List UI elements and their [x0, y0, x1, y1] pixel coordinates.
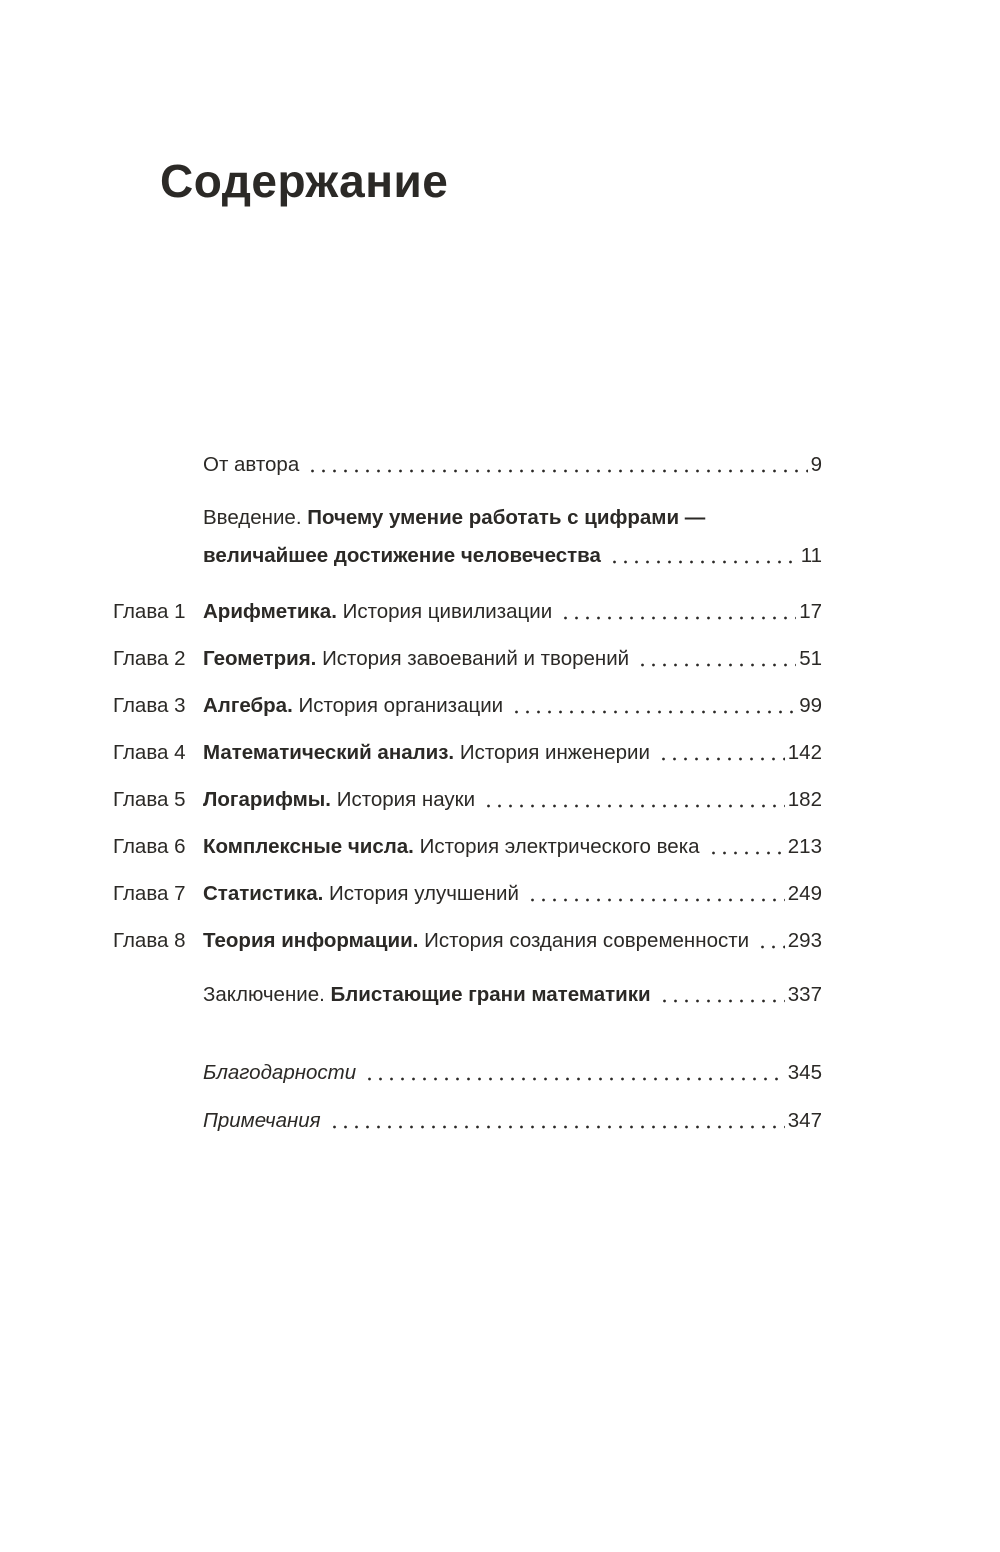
- toc-entry-text: [203, 787, 822, 812]
- toc-chapter-label: Глава 7: [113, 882, 186, 905]
- toc-entry: [113, 1108, 822, 1133]
- toc-text-segment: История создания современности: [418, 929, 750, 952]
- toc-entry-line: [203, 982, 822, 1007]
- toc-chapter-label: Глава 4: [113, 741, 186, 764]
- dot-leader: [657, 982, 785, 1007]
- toc-page-number: 99: [799, 694, 822, 717]
- toc-page-number: 182: [787, 788, 822, 811]
- toc-entry-text: [203, 693, 822, 718]
- toc-text-segment: История цивилизации: [336, 600, 553, 623]
- toc-entry: [113, 928, 822, 953]
- toc-section-front-matter: [113, 452, 822, 477]
- toc-page-number: 213: [787, 835, 822, 858]
- toc-text-segment: История инженерии: [454, 741, 650, 764]
- toc-chapter-label: Глава 5: [113, 788, 186, 811]
- toc-entry-text: [203, 646, 822, 671]
- toc-text-segment: Блистающие грани математики: [330, 983, 651, 1006]
- page-title: Содержание: [160, 155, 449, 207]
- toc-text-segment: Примечания: [203, 1109, 321, 1132]
- toc-entry: [113, 452, 822, 477]
- toc-entry-line: [203, 1108, 822, 1133]
- toc-entry-line: [203, 1060, 822, 1085]
- dot-leader: [558, 599, 796, 624]
- toc-entry-line: [203, 834, 822, 859]
- dot-leader: [656, 740, 785, 765]
- toc-entry-text: [203, 881, 822, 906]
- toc-entry-text: [203, 982, 822, 1007]
- dot-leader: [635, 646, 796, 671]
- toc-text-segment: Арифметика.: [203, 600, 337, 623]
- toc-section-introduction: [113, 505, 822, 568]
- dot-leader: [509, 693, 796, 718]
- dot-leader: [362, 1060, 785, 1085]
- toc-page-number: 17: [799, 600, 822, 623]
- toc-text-segment: История завоеваний и творений: [316, 647, 630, 670]
- toc-page-number: 11: [800, 544, 822, 567]
- toc-entry: [113, 599, 822, 624]
- toc-entry-line: [203, 505, 822, 530]
- toc-entry-line: [203, 740, 822, 765]
- toc-page-number: 347: [787, 1109, 822, 1132]
- dot-leader: [305, 452, 807, 477]
- toc-entry: [113, 787, 822, 812]
- toc-text-segment: История улучшений: [323, 882, 519, 905]
- toc-entry-text: [203, 452, 822, 477]
- toc-entry: [113, 740, 822, 765]
- toc-entry: [113, 646, 822, 671]
- toc-entry-text: [203, 1108, 822, 1133]
- toc-entry-line: [203, 928, 822, 953]
- dot-leader: [607, 543, 798, 568]
- toc-entry-line: [203, 599, 822, 624]
- toc-entry-line: [203, 543, 822, 568]
- toc-text-segment: Математический анализ.: [203, 741, 455, 764]
- toc-chapter-label: Глава 2: [113, 647, 186, 670]
- toc-chapter-label: Глава 6: [113, 835, 186, 858]
- toc-page-number: 337: [787, 983, 822, 1006]
- toc-text-segment: Геометрия.: [203, 647, 317, 670]
- dot-leader: [706, 834, 785, 859]
- toc-entry-text: [203, 505, 822, 568]
- dot-leader: [755, 928, 785, 953]
- toc-text-segment: Логарифмы.: [203, 788, 332, 811]
- toc-chapter-label: Глава 1: [113, 600, 186, 623]
- toc-text-segment: Почему умение работать с цифрами —: [307, 506, 706, 529]
- toc-page-number: 293: [787, 929, 822, 952]
- toc-entry: [113, 693, 822, 718]
- toc-text-segment: Заключение.: [203, 983, 331, 1006]
- toc-text-segment: величайшее достижение человечества: [203, 544, 601, 567]
- toc-entry-line: [203, 452, 822, 477]
- toc-text-segment: История науки: [331, 788, 476, 811]
- toc-entry-text: [203, 834, 822, 859]
- toc-page-number: 142: [787, 741, 822, 764]
- toc-text-segment: Теория информации.: [203, 929, 419, 952]
- toc-text-segment: Алгебра.: [203, 694, 293, 717]
- dot-leader: [525, 881, 785, 906]
- toc-entry: [113, 505, 822, 568]
- toc-text-segment: История электрического века: [413, 835, 700, 858]
- toc-text-segment: От автора: [203, 453, 300, 476]
- toc-entry-text: [203, 1060, 822, 1085]
- toc-page-number: 9: [810, 453, 822, 476]
- toc-text-segment: Благодарности: [203, 1061, 357, 1084]
- toc-text-segment: Введение.: [203, 506, 308, 529]
- toc-entry-line: [203, 693, 822, 718]
- toc-entry-line: [203, 787, 822, 812]
- toc-entry: [113, 1060, 822, 1085]
- toc-text-segment: История организации: [292, 694, 504, 717]
- toc-entry: [113, 881, 822, 906]
- toc-section-back-matter: [113, 1060, 822, 1133]
- toc-entry: [113, 982, 822, 1007]
- toc-entry: [113, 834, 822, 859]
- toc-entry-line: [203, 881, 822, 906]
- toc-entry-line: [203, 646, 822, 671]
- toc-chapter-label: Глава 8: [113, 929, 186, 952]
- toc-entry-text: [203, 599, 822, 624]
- toc-page-number: 249: [787, 882, 822, 905]
- toc-text-segment: Статистика.: [203, 882, 324, 905]
- toc-page-number: 345: [787, 1061, 822, 1084]
- toc-section-conclusion: [113, 982, 822, 1007]
- toc-section-chapters: [113, 599, 822, 953]
- toc-entry-text: [203, 740, 822, 765]
- toc-page-number: 51: [799, 647, 822, 670]
- table-of-contents: [113, 452, 822, 1133]
- toc-entry-text: [203, 928, 822, 953]
- toc-text-segment: Комплексные числа.: [203, 835, 414, 858]
- dot-leader: [481, 787, 785, 812]
- toc-chapter-label: Глава 3: [113, 694, 186, 717]
- dot-leader: [327, 1108, 785, 1133]
